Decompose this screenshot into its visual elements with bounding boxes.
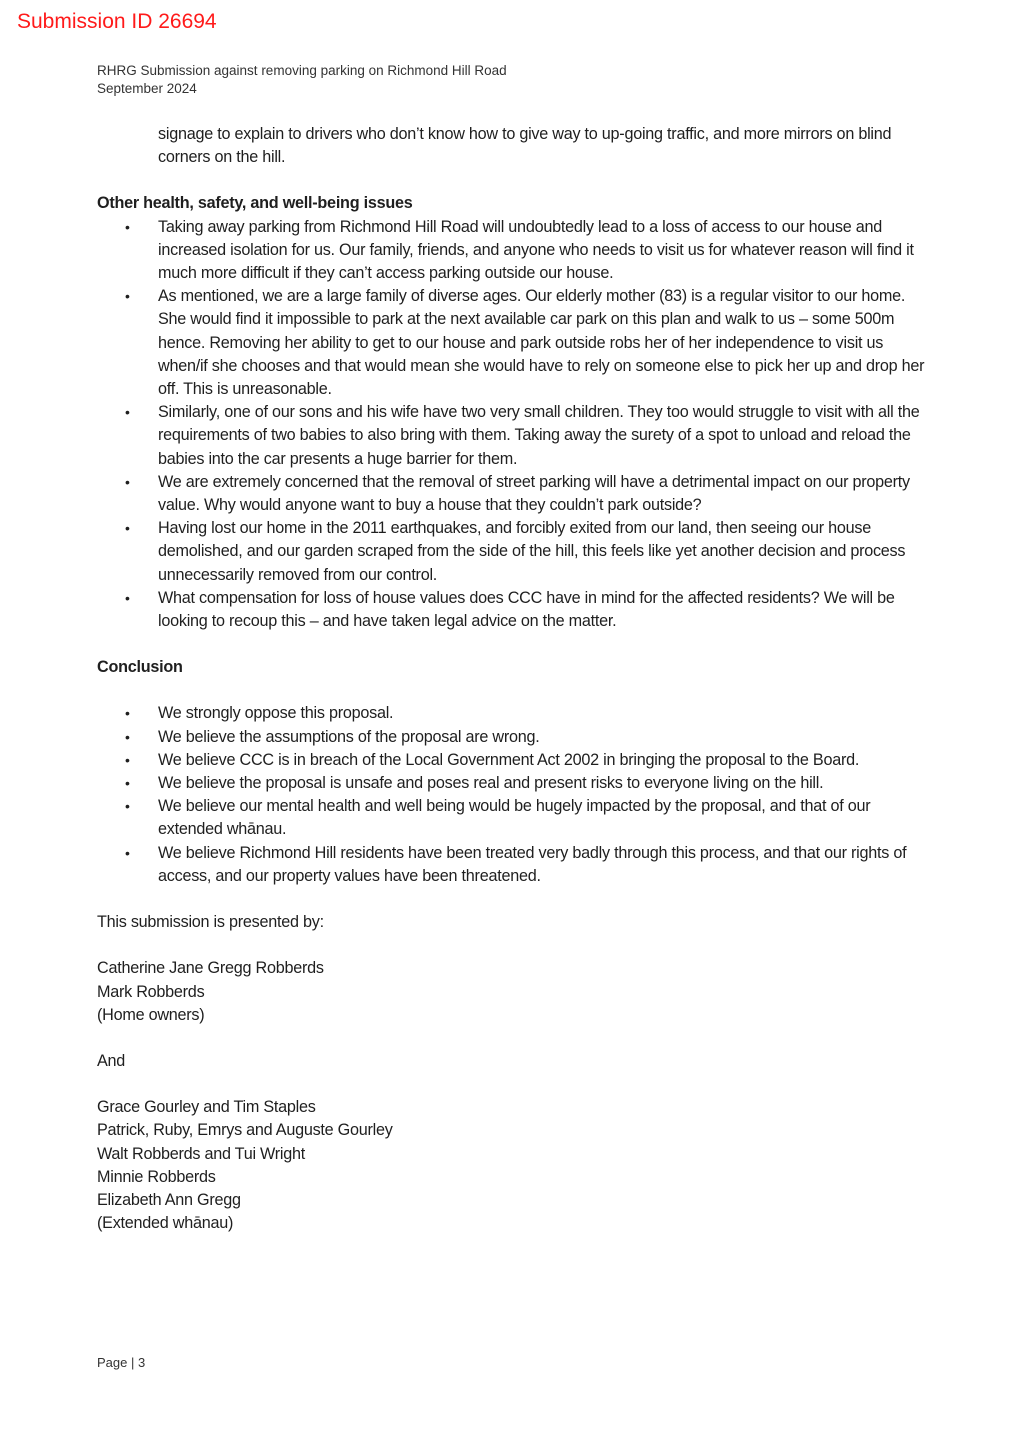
bullet-icon: • — [125, 404, 130, 421]
list-item: • What compensation for loss of house values does CCC have in mind for the affected residents? We will be looking to recoup this – and have taken legal advice on the matter. — [125, 588, 895, 631]
list-item: • We believe CCC is in breach of the Local Government Act 2002 in bringing the proposal to the Board. — [97, 749, 927, 772]
bullet-icon: • — [125, 705, 130, 722]
signatories-connector: And — [97, 1051, 126, 1070]
continued-paragraph: signage to explain to drivers who don’t know how to give way to up-going traffic, and more mirrors on blind corners on the hill. — [158, 125, 892, 167]
bullet-icon: • — [125, 844, 130, 861]
document-body — [97, 123, 927, 1235]
list-item: • We believe the proposal is unsafe and poses real and present risks to everyone living on the hill. — [97, 772, 927, 795]
page-number: Page | 3 — [97, 1355, 146, 1370]
signatory-name: Walt Robberds and Tui Wright — [97, 1144, 306, 1163]
list-item: • Taking away parking from Richmond Hill Road will undoubtedly lead to a loss of access to our house and increased isolation for us. Our family, friends, and anyone who needs to visit us for whatever reason will find it much more difficult if they can’t access parking outside our house. — [125, 217, 914, 283]
signatory-name: Mark Robberds — [97, 982, 205, 1001]
signatories-intro: This submission is presented by: — [97, 913, 324, 932]
list-item: • We are extremely concerned that the removal of street parking will have a detrimental impact on our property value. Why would anyone want to buy a house that they couldn’t park outside? — [125, 472, 910, 515]
header-title: RHRG Submission against removing parking on Richmond Hill Road — [97, 63, 507, 78]
signatory-name: Patrick, Ruby, Emrys and Auguste Gourley — [97, 1121, 393, 1140]
bullet-icon: • — [125, 218, 130, 235]
conclusion-bullet-list — [97, 702, 927, 888]
signatory-role: (Home owners) — [97, 1005, 205, 1024]
signatory-role: (Extended whānau) — [97, 1214, 234, 1233]
document-header — [97, 62, 507, 98]
list-item: • As mentioned, we are a large family of diverse ages. Our elderly mother (83) is a regular visitor to our home. She would find it impossible to park at the next available car park on this plan and walk to us – some 500m hence. Removing her ability to get to our house and park outside robs her of her independence to visit us when/if she chooses and that would mean she would have to rely on someone else to pick her up and drop her off. This is unreasonable. — [125, 287, 925, 399]
header-date: September 2024 — [97, 81, 197, 96]
list-item: • Having lost our home in the 2011 earthquakes, and forcibly exited from our land, then seeing our house demolished, and our garden scraped from the side of the hill, this feels like yet another decision and process unnecessarily removed from our control. — [125, 519, 906, 584]
signatory-name: Catherine Jane Gregg Robberds — [97, 959, 324, 978]
bullet-icon: • — [125, 775, 130, 792]
section-heading-health: Other health, safety, and well-being issues — [97, 194, 413, 213]
bullet-icon: • — [125, 798, 130, 815]
signatory-name: Grace Gourley and Tim Staples — [97, 1098, 316, 1117]
bullet-icon: • — [125, 751, 130, 768]
home-owners-block — [97, 957, 927, 1027]
signatory-name: Minnie Robberds — [97, 1167, 216, 1186]
list-item: • Similarly, one of our sons and his wife have two very small children. They too would struggle to visit with all the requirements of two babies to also bring with them. Taking away the surety of a spot to unload and reload the babies into the car presents a huge barrier for them. — [125, 403, 920, 468]
extended-whanau-block — [97, 1096, 927, 1235]
bullet-icon: • — [125, 288, 130, 305]
bullet-icon: • — [125, 520, 130, 537]
list-item: • We believe Richmond Hill residents have been treated very badly through this process, and that our rights of access, and our property values have been threatened. — [125, 843, 907, 885]
bullet-icon: • — [125, 473, 130, 490]
list-item: • We believe our mental health and well being would be hugely impacted by the proposal, and that of our extended whānau. — [125, 797, 871, 839]
signatory-name: Elizabeth Ann Gregg — [97, 1190, 241, 1209]
section-heading-conclusion: Conclusion — [97, 658, 183, 677]
list-item: • We strongly oppose this proposal. — [97, 702, 927, 725]
bullet-icon: • — [125, 728, 130, 745]
bullet-icon: • — [125, 589, 130, 606]
list-item: • We believe the assumptions of the proposal are wrong. — [97, 726, 927, 749]
health-bullet-list — [97, 216, 927, 634]
submission-id-stamp: Submission ID 26694 — [17, 10, 217, 33]
